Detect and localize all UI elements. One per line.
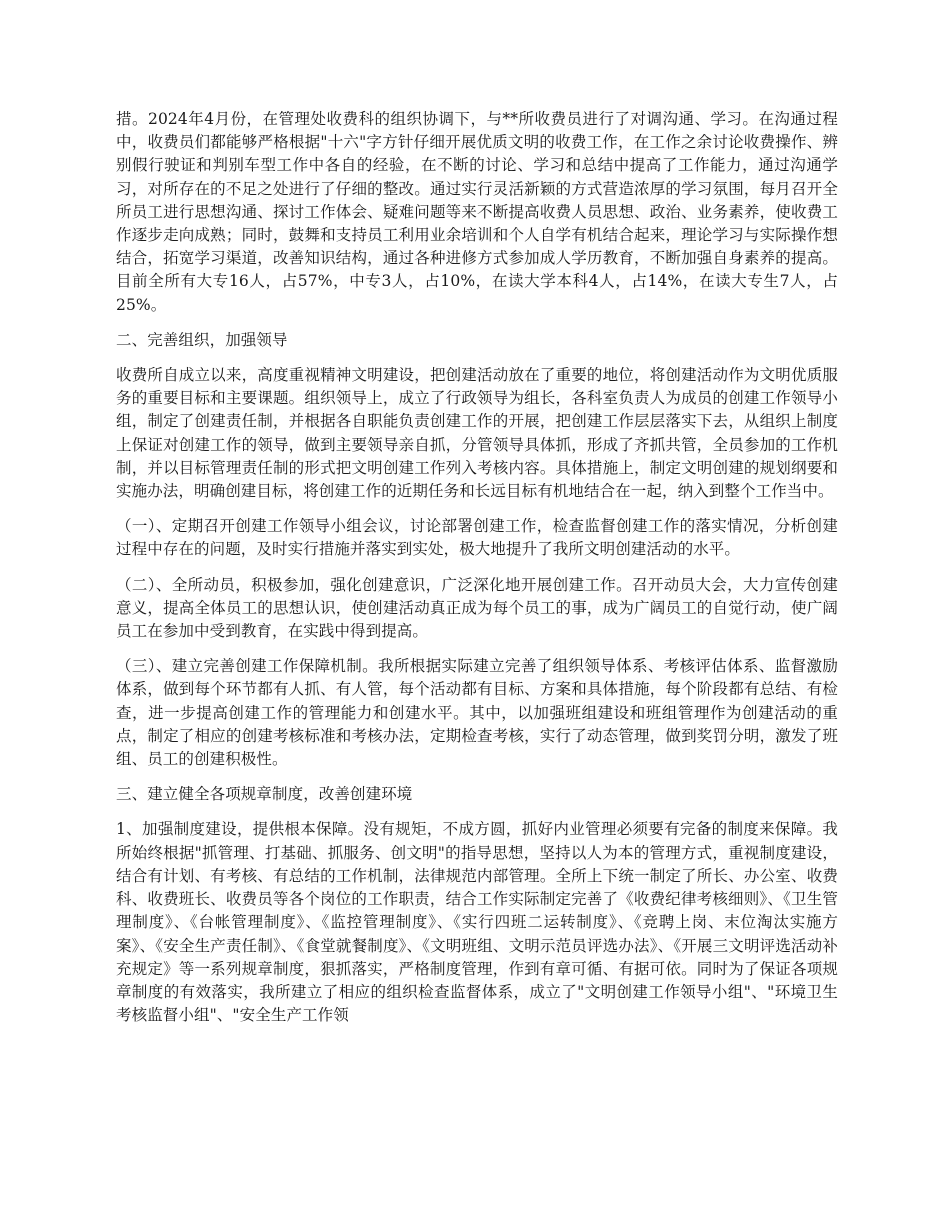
paragraph-organization-leadership: 收费所自成立以来，高度重视精神文明建设，把创建活动放在了重要的地位，将创建活动作为文明优质服务的重要目标和主要课题。组织领导上，成立了行政领导为组长，各科室负责人为成员的创建工作领导小组，制定了创建责任制，并根据各自职能负责创建工作的开展，把创建工作层层落实下去，从组织上制度上保证对创建工作的领导，做到主要领导亲自抓，分管领导具体抓，形成了齐抓共管，全员参加的工作机制，并以目标管理责任制的形式把文明创建工作列入考核内容。具体措施上，制定文明创建的规划纲要和实施办法，明确创建目标，将创建工作的近期任务和长远目标有机地结合在一起，纳入到整个工作当中。 [116, 366, 838, 501]
paragraph-item-one: （一）、定期召开创建工作领导小组会议，讨论部署创建工作，检查监督创建工作的落实情况，分析创建过程中存在的问题，及时实行措施并落实到实处，极大地提升了我所文明创建活动的水平。 [116, 517, 838, 559]
section-heading-regulations: 三、建立健全各项规章制度，改善创建环境 [116, 785, 413, 804]
section-heading-organization: 二、完善组织，加强领导 [116, 330, 288, 349]
paragraph-item-three: （三）、建立完善创建工作保障机制。我所根据实际建立完善了组织领导体系、考核评估体系、监督激励体系，做到每个环节都有人抓、有人管，每个活动都有目标、方案和具体措施，每个阶段都有总结、有检查，进一步提高创建工作的管理能力和创建水平。其中，以加强班组建设和班组管理作为创建活动的重点，制定了相应的创建考核标准和考核办法，定期检查考核，实行了动态管理，做到奖罚分明，激发了班组、员工的创建积极性。 [116, 657, 838, 769]
document-body [116, 108, 838, 1039]
paragraph-study-exchange: 措。2024年4月份，在管理处收费科的组织协调下，与**所收费员进行了对调沟通、学习。在沟通过程中，收费员们都能够严格根据"十六"字方针仔细开展优质文明的收费工作，在工作之余讨论收费操作、辨别假行驶证和判别车型工作中各自的经验，在不断的讨论、学习和总结中提高了工作能力，通过沟通学习，对所存在的不足之处进行了仔细的整改。通过实行灵活新颖的方式营造浓厚的学习氛围，每月召开全所员工进行思想沟通、探讨工作体会、疑难问题等来不断提高收费人员思想、政治、业务素养，使收费工作逐步走向成熟；同时，鼓舞和支持员工利用业余培训和个人自学有机结合起来，理论学习与实际操作想结合，拓宽学习渠道，改善知识结构，通过各种进修方式参加成人学历教育，不断加强自身素养的提高。目前全所有大专16人，占57%，中专3人，占10%，在读大学本科4人，占14%，在读大专生7人，占25%。 [116, 110, 838, 314]
paragraph-regulations: 1、加强制度建设，提供根本保障。没有规矩，不成方圆，抓好内业管理必须要有完备的制度来保障。我所始终根据"抓管理、打基础、抓服务、创文明"的指导思想，坚持以人为本的管理方式，重视制度建设，结合有计划、有考核、有总结的工作机制，法律规范内部管理。全所上下统一制定了所长、办公室、收费科、收费班长、收费员等各个岗位的工作职责，结合工作实际制定完善了《收费纪律考核细则》、《卫生管理制度》、《台帐管理制度》、《监控管理制度》、《实行四班二运转制度》、《竞聘上岗、末位淘汰实施方案》、《安全生产责任制》、《食堂就餐制度》、《文明班组、文明示范员评选办法》、《开展三文明评选活动补充规定》等一系列规章制度，狠抓落实，严格制度管理，作到有章可循、有据可依。同时为了保证各项规章制度的有效落实，我所建立了相应的组织检查监督体系，成立了"文明创建工作领导小组"、"环境卫生考核监督小组"、"安全生产工作领 [116, 820, 838, 1025]
paragraph-item-two: （二）、全所动员，积极参加，强化创建意识，广泛深化地开展创建工作。召开动员大会，大力宣传创建意义，提高全体员工的思想认识，使创建活动真正成为每个员工的事，成为广阔员工的自觉行动，使广阔员工在参加中受到教育，在实践中得到提高。 [116, 575, 838, 641]
